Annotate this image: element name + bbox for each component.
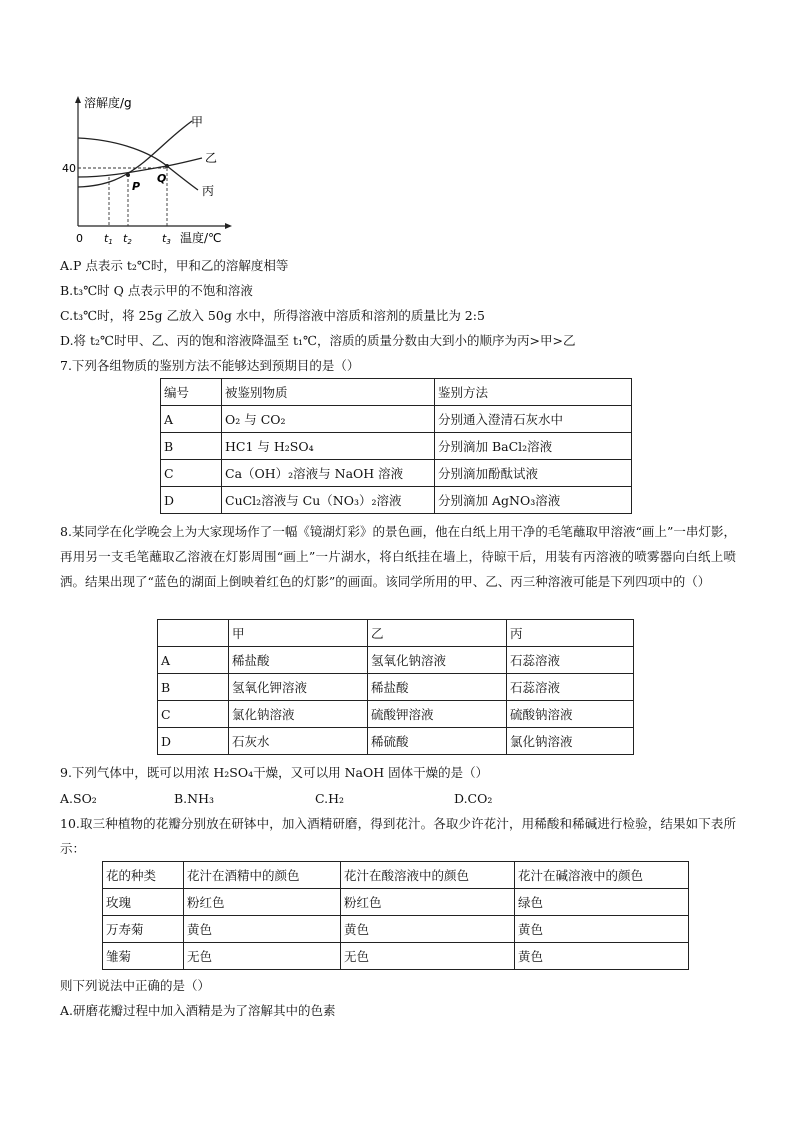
table-header-row bbox=[158, 620, 634, 647]
table-cell: 万寿菊 bbox=[103, 916, 184, 943]
table-cell: 氢氧化钾溶液 bbox=[229, 674, 368, 701]
xtick-t1: t1 bbox=[104, 232, 113, 246]
table-cell: 分别滴加 AgNO₃溶液 bbox=[435, 487, 632, 514]
table-cell: 氢氧化钠溶液 bbox=[368, 647, 507, 674]
table-cell: B bbox=[161, 433, 222, 460]
q6-option-a: A.P 点表示 t₂℃时，甲和乙的溶解度相等 bbox=[60, 258, 289, 273]
table-cell: 绿色 bbox=[515, 889, 689, 916]
q10-table bbox=[102, 861, 689, 970]
table-row bbox=[158, 647, 634, 674]
table-row bbox=[158, 701, 634, 728]
table-cell: C bbox=[161, 460, 222, 487]
table-cell: CuCl₂溶液与 Cu（NO₃）₂溶液 bbox=[222, 487, 435, 514]
y-axis-label: 溶解度/g bbox=[84, 96, 132, 110]
q9-option-b: B.NH₃ bbox=[174, 791, 215, 806]
label-q: Q bbox=[157, 172, 167, 185]
x-axis-label: 温度/℃ bbox=[180, 231, 222, 245]
table-row bbox=[158, 728, 634, 755]
origin-label: 0 bbox=[76, 232, 83, 245]
table-row bbox=[158, 674, 634, 701]
table-cell: 黄色 bbox=[515, 916, 689, 943]
table-cell: 石灰水 bbox=[229, 728, 368, 755]
label-p: P bbox=[132, 180, 141, 193]
q7-table bbox=[160, 378, 632, 514]
table-header-cell: 丙 bbox=[507, 620, 634, 647]
table-cell: 石蕊溶液 bbox=[507, 674, 634, 701]
table-cell: 黄色 bbox=[515, 943, 689, 970]
table-cell: 粉红色 bbox=[341, 889, 515, 916]
table-cell: 硫酸钠溶液 bbox=[507, 701, 634, 728]
table-cell: Ca（OH）₂溶液与 NaOH 溶液 bbox=[222, 460, 435, 487]
table-header-cell: 花的种类 bbox=[103, 862, 184, 889]
q9-option-c: C.H₂ bbox=[315, 791, 345, 806]
table-cell: 稀盐酸 bbox=[229, 647, 368, 674]
table-cell: A bbox=[161, 406, 222, 433]
table-header-cell: 鉴别方法 bbox=[435, 379, 632, 406]
table-cell: 无色 bbox=[341, 943, 515, 970]
table-cell: 分别滴加酚酞试液 bbox=[435, 460, 632, 487]
table-row bbox=[103, 916, 689, 943]
label-bing: 丙 bbox=[202, 184, 215, 198]
q6-option-d: D.将 t₂℃时甲、乙、丙的饱和溶液降温至 t₁℃，溶质的质量分数由大到小的顺序为丙>甲>乙 bbox=[60, 333, 576, 348]
curve-jia bbox=[78, 121, 192, 187]
table-cell: 稀硫酸 bbox=[368, 728, 507, 755]
q10-question: 则下列说法中正确的是（） bbox=[60, 978, 211, 993]
table-cell: D bbox=[161, 487, 222, 514]
label-jia: 甲 bbox=[191, 115, 204, 129]
table-cell: 粉红色 bbox=[184, 889, 341, 916]
table-cell: 黄色 bbox=[341, 916, 515, 943]
table-cell: 石蕊溶液 bbox=[507, 647, 634, 674]
table-header-cell: 编号 bbox=[161, 379, 222, 406]
table-row bbox=[103, 943, 689, 970]
table-cell: 分别通入澄清石灰水中 bbox=[435, 406, 632, 433]
curve-yi bbox=[78, 158, 202, 177]
point-q bbox=[165, 164, 169, 168]
point-p bbox=[126, 173, 130, 177]
table-header-cell: 花汁在酒精中的颜色 bbox=[184, 862, 341, 889]
table-header-cell: 乙 bbox=[368, 620, 507, 647]
q8-table bbox=[157, 619, 634, 755]
table-cell: 玫瑰 bbox=[103, 889, 184, 916]
ytick-40: 40 bbox=[62, 162, 76, 175]
q10-option-a: A.研磨花瓣过程中加入酒精是为了溶解其中的色素 bbox=[60, 1003, 336, 1018]
y-axis-arrow bbox=[75, 96, 81, 103]
table-cell: B bbox=[158, 674, 229, 701]
table-header-cell bbox=[158, 620, 229, 647]
q6-option-c: C.t₃℃时，将 25g 乙放入 50g 水中，所得溶液中溶质和溶剂的质量比为 2:5 bbox=[60, 308, 485, 323]
table-row bbox=[161, 433, 632, 460]
table-header-row bbox=[103, 862, 689, 889]
table-row bbox=[103, 889, 689, 916]
q7-stem: 7.下列各组物质的鉴别方法不能够达到预期目的是（） bbox=[60, 358, 360, 373]
table-cell: C bbox=[158, 701, 229, 728]
x-axis-arrow bbox=[225, 223, 232, 229]
table-cell: 黄色 bbox=[184, 916, 341, 943]
table-cell: 无色 bbox=[184, 943, 341, 970]
table-cell: 稀盐酸 bbox=[368, 674, 507, 701]
xtick-t2: t2 bbox=[123, 232, 132, 246]
table-header-row bbox=[161, 379, 632, 406]
table-cell: A bbox=[158, 647, 229, 674]
table-header-cell: 甲 bbox=[229, 620, 368, 647]
table-header-cell: 花汁在碱溶液中的颜色 bbox=[515, 862, 689, 889]
label-yi: 乙 bbox=[205, 151, 218, 165]
q8-stem: 8.某同学在化学晚会上为大家现场作了一幅《镜湖灯彩》的景色画，他在白纸上用干净的毛笔蘸取甲溶液“画上”一串灯影，再用另一支毛笔蘸取乙溶液在灯影周围“画上”一片湖水，将白纸挂在墙上，待晾干后，用装有丙溶液的喷雾器向白纸上喷洒。结果出现了“蓝色的湖面上倒映着红色的灯影”的画面。该同学所用的甲、乙、丙三种溶液可能是下列四项中的（） bbox=[60, 524, 736, 589]
table-cell: D bbox=[158, 728, 229, 755]
table-cell: HC1 与 H₂SO₄ bbox=[222, 433, 435, 460]
table-cell: 硫酸钾溶液 bbox=[368, 701, 507, 728]
q10-stem: 10.取三种植物的花瓣分别放在研钵中，加入酒精研磨，得到花汁。各取少许花汁，用稀酸和稀碱进行检验，结果如下表所示： bbox=[60, 816, 736, 856]
table-cell: 氯化钠溶液 bbox=[507, 728, 634, 755]
table-row bbox=[161, 406, 632, 433]
q9-option-d: D.CO₂ bbox=[454, 791, 493, 806]
table-cell: 氯化钠溶液 bbox=[229, 701, 368, 728]
q9-stem: 9.下列气体中，既可以用浓 H₂SO₄干燥，又可以用 NaOH 固体干燥的是（） bbox=[60, 765, 489, 780]
table-row bbox=[161, 460, 632, 487]
solubility-graph bbox=[62, 94, 237, 246]
table-cell: O₂ 与 CO₂ bbox=[222, 406, 435, 433]
table-cell: 分别滴加 BaCl₂溶液 bbox=[435, 433, 632, 460]
table-row bbox=[161, 487, 632, 514]
table-header-cell: 花汁在酸溶液中的颜色 bbox=[341, 862, 515, 889]
table-cell: 雏菊 bbox=[103, 943, 184, 970]
xtick-t3: t3 bbox=[162, 232, 171, 246]
table-header-cell: 被鉴别物质 bbox=[222, 379, 435, 406]
q9-option-a: A.SO₂ bbox=[60, 791, 97, 806]
q6-option-b: B.t₃℃时 Q 点表示甲的不饱和溶液 bbox=[60, 283, 253, 298]
